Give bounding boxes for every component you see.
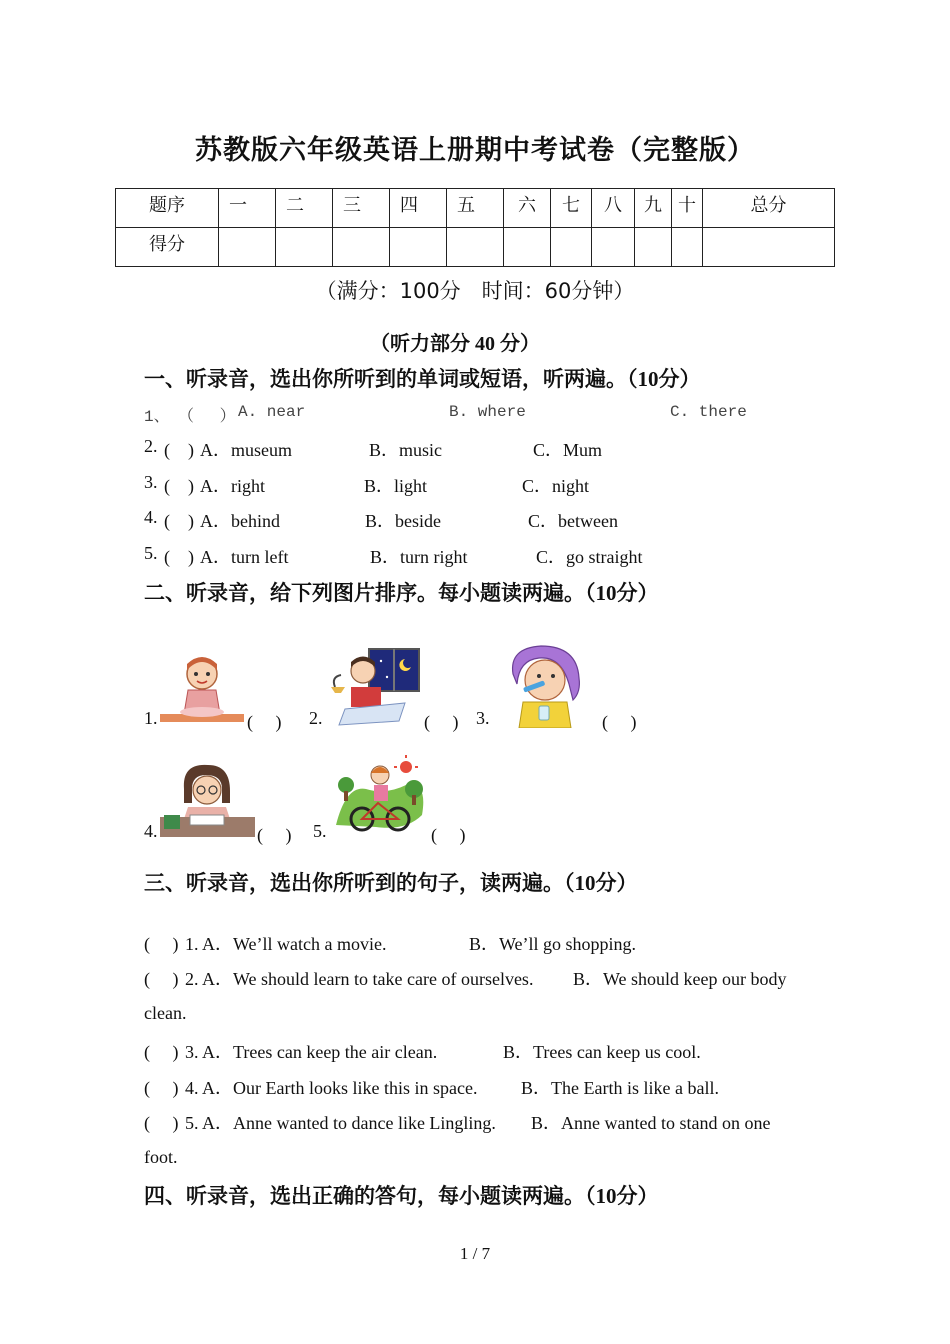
p2-paren-2[interactable]: ( ) <box>424 712 459 732</box>
p2-label-2: 2. <box>309 708 323 728</box>
p1-q4-option-c: C．between <box>528 511 618 531</box>
p3-q5-option-b: B．Anne wanted to stand on one <box>531 1113 771 1133</box>
p1-q1-option-b: B. where <box>449 403 526 421</box>
p1-q3-option-b: B．light <box>364 476 428 496</box>
score-input-cell[interactable] <box>504 228 551 267</box>
p1-q4-answer-paren[interactable]: ( ) <box>164 511 194 531</box>
score-table-score-row <box>116 228 835 267</box>
p3-q2-answer-paren[interactable]: ( ) <box>144 969 179 989</box>
score-input-cell[interactable] <box>333 228 390 267</box>
p3-q3-option-a: 3. A．Trees can keep the air clean. <box>185 1042 438 1062</box>
p1-q4-number: 4. <box>144 507 158 527</box>
girl-sitting-picture <box>160 652 246 724</box>
score-header-cell: 四 <box>390 189 447 228</box>
p1-q5-answer-paren[interactable]: ( ) <box>164 547 194 567</box>
score-table <box>115 188 835 267</box>
girl-riding-bike-picture <box>336 755 428 835</box>
score-row-label: 得分 <box>116 228 219 267</box>
p1-q2-number: 2. <box>144 436 158 456</box>
score-header-cell: 十 <box>672 189 703 228</box>
p1-q4-option-a: A．behind <box>200 511 280 531</box>
p3-q1-option-b: B．We’ll go shopping. <box>469 934 637 954</box>
score-input-cell[interactable] <box>635 228 672 267</box>
p1-q1-option-a: A. near <box>238 403 306 421</box>
p3-q4-option-a: 4. A．Our Earth looks like this in space. <box>185 1078 478 1098</box>
part2-heading: 二、听录音，给下列图片排序。每小题读两遍。（10分） <box>144 581 659 605</box>
score-input-cell[interactable] <box>672 228 703 267</box>
p2-label-1: 1. <box>144 708 158 728</box>
p3-q1-option-a: 1. A．We’ll watch a movie. <box>185 934 387 954</box>
score-header-cell: 一 <box>219 189 276 228</box>
part3-heading: 三、听录音，选出你所听到的句子，读两遍。（10分） <box>144 871 638 895</box>
p1-q3-number: 3. <box>144 472 158 492</box>
score-header-cell: 二 <box>276 189 333 228</box>
p1-q1-option-c: C. there <box>670 403 747 421</box>
p1-q5-option-b: B．turn right <box>370 547 468 567</box>
p1-q3-answer-paren[interactable]: ( ) <box>164 476 194 496</box>
p1-q1-number: 1、 <box>144 408 170 426</box>
p3-q2-option-b: B．We should keep our body <box>573 969 787 989</box>
p3-q4-answer-paren[interactable]: ( ) <box>144 1078 179 1098</box>
score-input-cell[interactable] <box>703 228 835 267</box>
p2-paren-4[interactable]: ( ) <box>257 825 292 845</box>
part1-heading: 一、听录音，选出你所听到的单词或短语，听两遍。（10分） <box>144 367 701 391</box>
score-input-cell[interactable] <box>219 228 276 267</box>
p1-q1-answer-paren[interactable]: （ ） <box>178 408 236 426</box>
p2-label-4: 4. <box>144 821 158 841</box>
p1-q2-option-c: C．Mum <box>533 440 603 460</box>
score-header-cell: 题序 <box>116 189 219 228</box>
p3-q3-option-b: B．Trees can keep us cool. <box>503 1042 701 1062</box>
p1-q4-option-b: B．beside <box>365 511 441 531</box>
p2-label-3: 3. <box>476 708 490 728</box>
p3-q1-answer-paren[interactable]: ( ) <box>144 934 179 954</box>
part4-heading: 四、听录音，选出正确的答句，每小题读两遍。（10分） <box>144 1184 659 1208</box>
boy-reading-at-night-picture <box>325 647 421 727</box>
score-table-header-row <box>116 189 835 228</box>
p1-q2-answer-paren[interactable]: ( ) <box>164 440 194 460</box>
listening-header: （听力部分 40 分） <box>370 333 540 355</box>
page-number: 1 / 7 <box>459 1244 491 1263</box>
p2-paren-3[interactable]: ( ) <box>602 712 637 732</box>
score-input-cell[interactable] <box>592 228 635 267</box>
score-header-cell: 五 <box>447 189 504 228</box>
girl-brushing-teeth-picture <box>499 644 585 728</box>
score-input-cell[interactable] <box>390 228 447 267</box>
score-header-cell: 三 <box>333 189 390 228</box>
p3-q5-option-a: 5. A．Anne wanted to dance like Lingling. <box>185 1113 496 1133</box>
p1-q2-option-b: B．music <box>369 440 443 460</box>
p1-q3-option-c: C．night <box>522 476 590 496</box>
score-header-cell: 七 <box>551 189 592 228</box>
score-header-cell: 八 <box>592 189 635 228</box>
score-input-cell[interactable] <box>276 228 333 267</box>
p2-paren-5[interactable]: ( ) <box>431 825 466 845</box>
score-input-cell[interactable] <box>447 228 504 267</box>
p3-q4-option-b: B．The Earth is like a ball. <box>521 1078 719 1098</box>
score-input-cell[interactable] <box>551 228 592 267</box>
p1-q2-option-a: A．museum <box>200 440 292 460</box>
score-header-cell: 总分 <box>703 189 835 228</box>
p2-paren-1[interactable]: ( ) <box>247 712 282 732</box>
p3-q5-answer-paren[interactable]: ( ) <box>144 1113 179 1133</box>
p1-q3-option-a: A．right <box>200 476 265 496</box>
p1-q5-option-a: A．turn left <box>200 547 289 567</box>
p3-q3-answer-paren[interactable]: ( ) <box>144 1042 179 1062</box>
score-header-cell: 九 <box>635 189 672 228</box>
score-header-cell: 六 <box>504 189 551 228</box>
woman-writing-picture <box>160 763 255 839</box>
p3-q2-option-a: 2. A．We should learn to take care of ourselves. <box>185 969 534 989</box>
page-title: 苏教版六年级英语上册期中考试卷（完整版） <box>195 135 755 165</box>
p1-q5-number: 5. <box>144 543 158 563</box>
p3-q5-option-b-continued: foot. <box>144 1147 178 1167</box>
p2-label-5: 5. <box>313 821 327 841</box>
p3-q2-option-b-continued: clean. <box>144 1003 187 1023</box>
p1-q5-option-c: C．go straight <box>536 547 643 567</box>
exam-info: （满分：100分 时间：60分钟） <box>315 279 635 303</box>
